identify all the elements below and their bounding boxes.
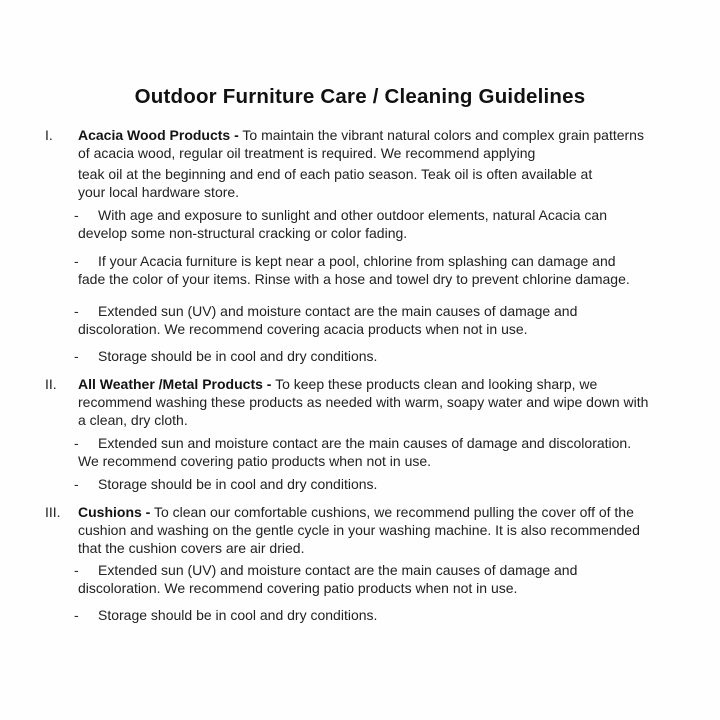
bullet-first-line <box>74 347 690 365</box>
bullet-text: If your Acacia furniture is kept near a pool, chlorine from splashing can damage and <box>98 253 616 269</box>
bullet-text: Storage should be in cool and dry conditions. <box>98 348 378 364</box>
bullet-first-line <box>74 302 690 320</box>
bullet-item <box>74 206 690 242</box>
section-numeral: II. <box>45 376 57 392</box>
section-content <box>74 375 690 493</box>
section-content <box>74 126 690 365</box>
section-lead: Acacia Wood Products - <box>78 127 239 143</box>
section-heading-line <box>78 503 690 521</box>
bullet-continuation-line: We recommend covering patio products when not in use. <box>78 453 432 469</box>
bullet-first-line <box>74 434 690 452</box>
bullet-text: Storage should be in cool and dry conditions. <box>98 607 378 623</box>
text-line: cushion and washing on the gentle cycle in your washing machine. It is also recommended <box>78 522 640 538</box>
section-content <box>74 503 690 624</box>
bullet-text: With age and exposure to sunlight and other outdoor elements, natural Acacia can <box>98 207 607 223</box>
bullet-marker: - <box>74 348 79 364</box>
bullet-text: Extended sun and moisture contact are the main causes of damage and discoloration. <box>98 435 632 451</box>
section-lead: All Weather /Metal Products - <box>78 376 272 392</box>
section-acacia-wood-products <box>0 126 720 365</box>
bullet-item <box>74 561 690 597</box>
bullet-item <box>74 434 690 470</box>
bullet-continuation-line: fade the color of your items. Rinse with a hose and towel dry to prevent chlorine damage. <box>78 271 630 287</box>
section-lead-rest: To clean our comfortable cushions, we recommend pulling the cover off of the <box>153 504 634 520</box>
bullet-item <box>74 302 690 338</box>
bullet-first-line <box>74 206 690 224</box>
section-heading-line <box>78 375 690 393</box>
bullet-marker: - <box>74 303 79 319</box>
bullet-marker: - <box>74 435 79 451</box>
bullet-text: Extended sun (UV) and moisture contact are the main causes of damage and <box>98 562 578 578</box>
bullet-item <box>74 347 690 365</box>
bullet-marker: - <box>74 607 79 623</box>
bullet-first-line <box>74 606 690 624</box>
text-line: teak oil at the beginning and end of each patio season. Teak oil is often available at <box>78 166 593 182</box>
text-line: your local hardware store. <box>78 184 240 200</box>
bullet-first-line <box>74 561 690 579</box>
text-line: a clean, dry cloth. <box>78 412 188 428</box>
section-numeral: I. <box>45 127 53 143</box>
bullet-marker: - <box>74 207 79 223</box>
section-lead-rest: To keep these products clean and looking sharp, we <box>275 376 598 392</box>
text-line: of acacia wood, regular oil treatment is required. We recommend applying <box>78 145 536 161</box>
bullet-item <box>74 606 690 624</box>
bullet-continuation-line: develop some non-structural cracking or color fading. <box>78 225 408 241</box>
bullet-text: Extended sun (UV) and moisture contact are the main causes of damage and <box>98 303 578 319</box>
bullet-item <box>74 475 690 493</box>
bullet-marker: - <box>74 253 79 269</box>
bullet-marker: - <box>74 562 79 578</box>
section-cushions <box>0 503 720 624</box>
bullet-first-line <box>74 252 690 270</box>
bullet-continuation-line: discoloration. We recommend covering patio products when not in use. <box>78 580 518 596</box>
bullet-marker: - <box>74 476 79 492</box>
text-line: that the cushion covers are air dried. <box>78 540 305 556</box>
bullet-continuation-line: discoloration. We recommend covering acacia products when not in use. <box>78 321 528 337</box>
bullet-text: Storage should be in cool and dry conditions. <box>98 476 378 492</box>
section-heading-line <box>78 126 690 144</box>
bullet-item <box>74 252 690 288</box>
section-lead: Cushions - <box>78 504 151 520</box>
section-all-weather-metal-products <box>0 375 720 493</box>
bullet-first-line <box>74 475 690 493</box>
document-title: Outdoor Furniture Care / Cleaning Guidelines <box>134 85 586 108</box>
paragraph <box>78 165 690 201</box>
text-line: recommend washing these products as needed with warm, soapy water and wipe down with <box>78 394 649 410</box>
section-lead-rest: To maintain the vibrant natural colors and complex grain patterns <box>242 127 644 143</box>
section-numeral: III. <box>45 504 61 520</box>
